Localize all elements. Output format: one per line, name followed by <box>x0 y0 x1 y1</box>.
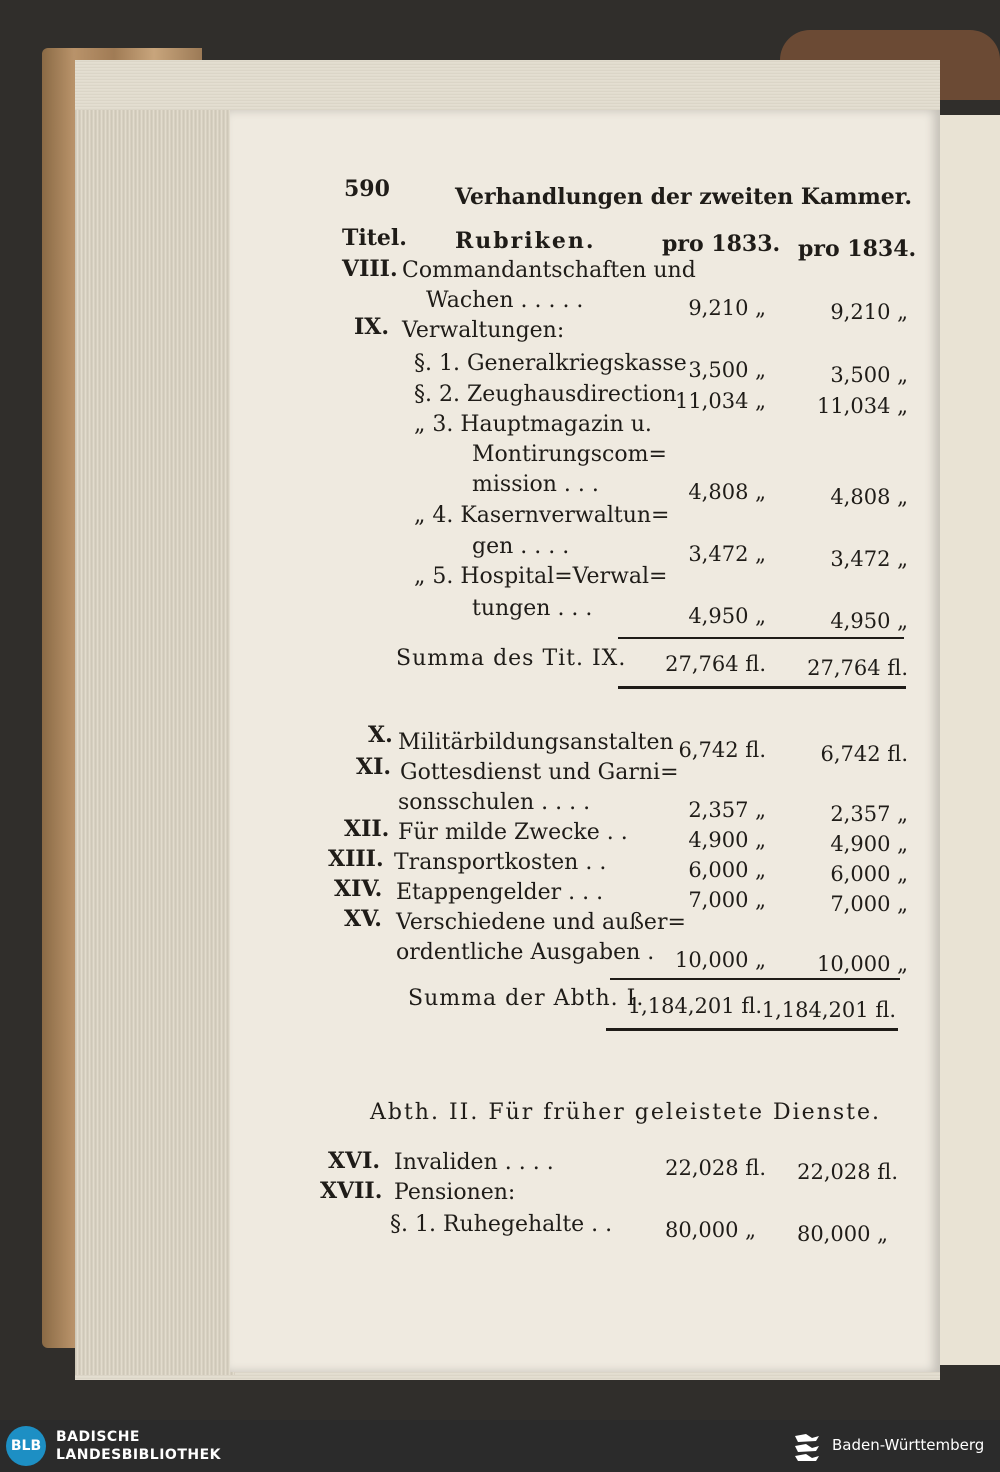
viewer-footer <box>0 1420 1000 1472</box>
row-label: Pensionen: <box>394 1180 516 1205</box>
row-number: XV. <box>344 906 382 932</box>
value-1834: 6,742 fl. <box>820 742 908 766</box>
value-1833: 7,000 „ <box>688 888 766 912</box>
value-1834: 4,808 „ <box>830 485 908 509</box>
sum-label: Summa der Abth. I. <box>408 986 645 1011</box>
row-number: XVII. <box>320 1178 383 1204</box>
value-1834: 80,000 „ <box>796 1222 888 1246</box>
row-label: Invaliden . . . . <box>394 1150 554 1175</box>
value-1834: 3,472 „ <box>830 547 908 571</box>
value-1833: 9,210 „ <box>688 296 766 320</box>
page-fore-edge <box>75 110 235 1375</box>
sum-1833: 1,184,201 fl. <box>627 994 762 1018</box>
row-label: §. 1. Generalkriegskasse <box>414 351 687 376</box>
row-label: §. 2. Zeughausdirection <box>414 382 677 407</box>
column-head-1833: pro 1833. <box>662 231 781 257</box>
row-label: Militärbildungsanstalten <box>398 730 674 755</box>
value-1833: 10,000 „ <box>674 948 766 972</box>
row-label: Montirungscom= <box>472 442 667 467</box>
value-1833: 3,500 „ <box>688 358 766 382</box>
value-1834: 7,000 „ <box>830 892 908 916</box>
value-1833: 11,034 „ <box>674 389 766 413</box>
value-1833: 4,808 „ <box>688 480 766 504</box>
value-1833: 6,742 fl. <box>678 738 766 762</box>
column-head-rubriken: Rubriken. <box>455 228 596 254</box>
value-1833: 4,900 „ <box>688 828 766 852</box>
row-number: IX. <box>354 314 390 340</box>
row-label: „ 5. Hospital=Verwal= <box>414 564 668 589</box>
sum-label: Summa des Tit. IX. <box>396 646 627 671</box>
sum-1834: 1,184,201 fl. <box>761 998 896 1022</box>
row-number: XVI. <box>328 1148 381 1174</box>
value-1833: 6,000 „ <box>688 858 766 882</box>
row-label: Wachen . . . . . <box>426 288 584 313</box>
row-number: XII. <box>344 816 390 842</box>
value-1834: 3,500 „ <box>830 363 908 387</box>
value-1834: 4,900 „ <box>830 832 908 856</box>
lions-crest-icon <box>792 1430 822 1462</box>
value-1833: 4,950 „ <box>688 604 766 628</box>
row-label: mission . . . <box>472 472 599 497</box>
value-1833: 22,028 fl. <box>665 1156 766 1180</box>
running-title: Verhandlungen der zweiten Kammer. <box>455 184 913 210</box>
value-1834: 9,210 „ <box>830 300 908 324</box>
section-heading: Abth. II. Für früher geleistete Dienste. <box>370 1100 882 1125</box>
row-label: Commandantschaften und <box>402 258 696 283</box>
blb-logo: BLB <box>6 1426 46 1466</box>
row-label: ordentliche Ausgaben . <box>396 940 655 965</box>
value-1834: 10,000 „ <box>816 952 908 976</box>
value-1834: 4,950 „ <box>830 609 908 633</box>
row-label: Verschiedene und außer= <box>396 910 686 935</box>
row-label: Für milde Zwecke . . <box>398 820 628 845</box>
value-1834: 6,000 „ <box>830 862 908 886</box>
row-label: „ 3. Hauptmagazin u. <box>414 412 652 437</box>
sum-rule <box>606 1028 898 1031</box>
row-label: gen . . . . <box>472 534 570 559</box>
page-number: 590 <box>344 176 390 202</box>
row-number: VIII. <box>342 256 398 282</box>
row-label: „ 4. Kasernverwaltun= <box>414 503 670 528</box>
row-label: tungen . . . <box>472 596 593 621</box>
value-1834: 22,028 fl. <box>797 1160 898 1184</box>
row-number: XI. <box>356 754 392 780</box>
sum-rule <box>618 637 904 639</box>
column-head-1834: pro 1834. <box>798 236 917 262</box>
row-label: Transportkosten . . <box>394 850 607 875</box>
row-label: Verwaltungen: <box>402 318 565 343</box>
value-1833: 80,000 „ <box>664 1218 756 1242</box>
document-page <box>230 110 940 1372</box>
value-1833: 2,357 „ <box>688 798 766 822</box>
sum-1834: 27,764 fl. <box>807 656 908 680</box>
row-number: XIV. <box>334 876 383 902</box>
sum-rule <box>618 686 906 689</box>
row-label: sonsschulen . . . . <box>398 790 591 815</box>
facing-page-edge <box>940 115 1000 1365</box>
state-name: Baden-Württemberg <box>832 1436 985 1454</box>
sum-rule <box>610 978 900 980</box>
value-1833: 3,472 „ <box>688 542 766 566</box>
library-name-line1: BADISCHE <box>56 1429 140 1445</box>
library-name-line2: LANDESBIBLIOTHEK <box>56 1447 222 1463</box>
column-head-titel: Titel. <box>342 225 407 251</box>
value-1834: 2,357 „ <box>830 802 908 826</box>
value-1834: 11,034 „ <box>816 394 908 418</box>
row-number: XIII. <box>328 846 384 872</box>
row-label: Gottesdienst und Garni= <box>400 760 679 785</box>
library-name <box>56 1428 221 1464</box>
sum-1833: 27,764 fl. <box>665 652 766 676</box>
row-label: §. 1. Ruhegehalte . . <box>390 1212 613 1237</box>
row-number: X. <box>368 722 393 748</box>
row-label: Etappengelder . . . <box>396 880 604 905</box>
